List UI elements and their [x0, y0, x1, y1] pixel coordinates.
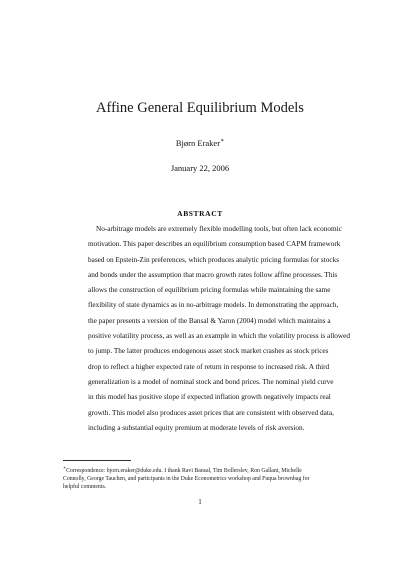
abstract-line: motivation. This paper describes an equilibrium consumption based CAPM framework	[88, 240, 341, 249]
footnote-rule	[63, 460, 131, 461]
abstract-line: the paper presents a version of the Bansal & Yaron (2004) model which maintains a	[88, 316, 331, 325]
abstract-line: based on Epstein-Zin preferences, which produces analytic pricing formulas for stocks	[88, 255, 340, 264]
abstract-line: flexibility of state dynamics as in no-arbitrage models. In demonstrating the approach,	[88, 301, 339, 310]
paper-date: January 22, 2006	[170, 163, 230, 173]
abstract-line: drop to reflect a higher expected rate of return in response to increased risk. A third	[88, 362, 330, 371]
footnote-line	[63, 464, 340, 475]
abstract-line: generalization is a model of nominal stock and bond prices. The nominal yield curve	[88, 377, 334, 386]
abstract-body	[88, 222, 350, 436]
abstract-heading: ABSTRACT	[177, 209, 223, 218]
footnote	[63, 464, 340, 492]
footnote-line: helpful comments.	[63, 484, 107, 491]
page-number: 1	[198, 498, 202, 506]
author-line	[0, 137, 400, 148]
author-footnote-mark: ∗	[220, 138, 225, 144]
footnote-line: Connolly, George Tauchen, and participants in the Duke Econometrics workshop and Fuqua brownbag for	[63, 476, 310, 483]
abstract-line: No-arbitrage models are extremely flexible modelling tools, but often lack economic	[96, 225, 342, 233]
author-name: Bjørn Eraker	[175, 137, 221, 148]
abstract-line: to jump. The latter produces endogenous asset stock market crashes as stock prices	[88, 347, 329, 356]
abstract-line: positive volatility process, as well as an example in which the volatility process is allowed	[88, 332, 350, 341]
footnote-mark: ∗	[63, 465, 67, 470]
abstract-line: and bonds under the assumption that macro growth rates follow affine processes. This	[88, 270, 338, 279]
paper-title: Affine General Equilibrium Models	[96, 100, 304, 116]
footnote-text: Correspondence: bjorn.eraker@duke.edu. I thank Ravi Bansal, Tim Bollerslev, Ron Gallant, Michelle	[66, 467, 302, 474]
abstract-line: in this model has positive slope if expected inflation growth negatively impacts real	[88, 393, 331, 402]
abstract-line: including a substantial equity premium at moderate levels of risk aversion.	[88, 423, 305, 432]
abstract-line: growth. This model also produces asset prices that are consistent with observed data,	[88, 408, 334, 417]
abstract-line: allows the construction of equilibrium pricing formulas while maintaining the same	[88, 286, 331, 295]
